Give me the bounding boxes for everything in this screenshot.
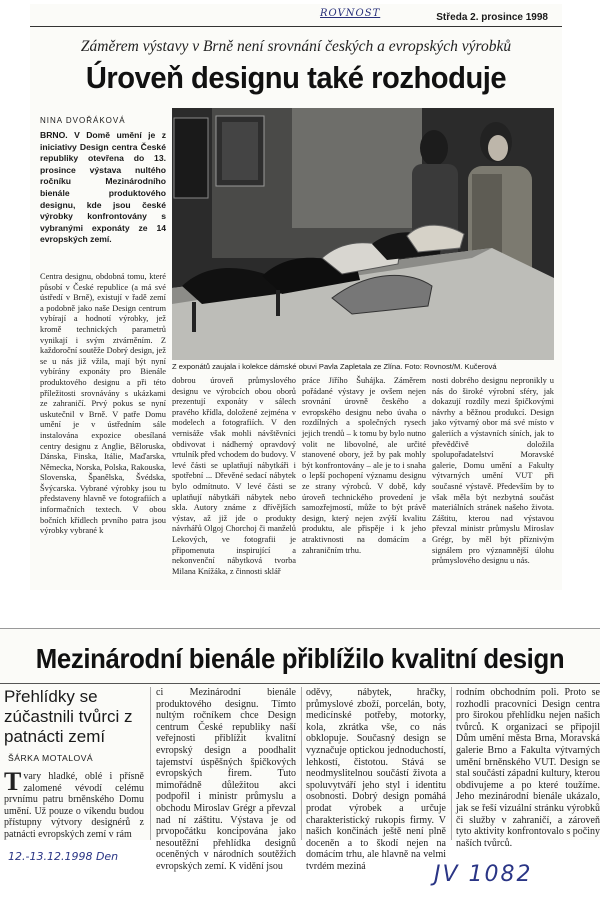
article2-column-2: ci Mezinárodní bienále produktového designu. Tímto nultým ročníkem chce Design centrum České republiky naší veřejnosti přiblížit kvalitní evropský design a poodhalit tajemství úspěšných špičkových evropských firem. Tuto mimořádně důležitou akci podpořil i ministr průmyslu a obchodu Miroslav Grégr a převzal nad ní záštitu. Výstava je od prvopočátku koncipována jako nesoutěžní přehlídka designů oceněných v národních soutěžích evropských zemí. K vidění jsou (156, 687, 296, 872)
lead-paragraph: BRNO. V Domě umění je z iniciativy Design centra České republiky otevřena do 13. prosince výstava nultého ročníku Mezinárodního bienále produktového designu, kde jsou české výrobky konfrontovány s vybranými exponáty ze 14 evropských zemí. (40, 130, 166, 245)
article2-subhead: Přehlídky se zúčastnili tvůrci z patnácti zemí (4, 687, 133, 746)
column-divider (150, 687, 151, 840)
article-column-4: nosti dobrého designu nepronikly u nás do široké výrobní sféry, jak dokazují rozdíly mezi špičkovými návrhy a běžnou produkcí. Design jako výtvarný obor má své místo v galeriích a výstavních síních, jak to převědčivě doložila spolupořadatelství Moravské galerie, Domu umění a Fakulty výtvarných umění VUT při současné výstavě. Především by to však měla být nezbytná součást materiálních stránek našeho života. Záštitu, kterou nad výstavou převzal ministr průmyslu Miroslav Grégr, by měl být příznivým signálem pro významnější úlohu průmyslového designu u nás. (432, 376, 554, 566)
handwritten-date: 12.-13.12.1998 Den (8, 850, 119, 863)
drop-cap: T (4, 767, 22, 796)
top-rule (30, 26, 562, 27)
article2-column-4: rodním obchodním poli. Proto se rozhodli pracovníci Design centra pro širokou přehlídku nejen našich tvůrců. K organizaci se připojil Dům umění města Brna, Moravská galerie Brno a Fakulta výtvarných umění brněnského VUT. Design se stal součástí západní kultury, kterou obdivujeme a po které toužíme. Jeho mezinárodní bienále ukázalo, jak se řeší vizuální stránku výrobků či služby v zahraničí, a zároveň tyto aktivity konfrontovalo s počiny naších tvůrců. (456, 687, 600, 849)
handwritten-archive-number: JV 1082 (434, 862, 533, 887)
author-byline: NINA DVOŘÁKOVÁ (40, 116, 126, 125)
clipping-rovnost (30, 4, 562, 590)
photo-caption: Z exponátů zaujala i kolekce dámské obuvi Pavla Zapletala ze Zlína. Foto: Rovnost/M. Kučerová (172, 362, 497, 371)
article-column-3: práce Jiřího Šuhájka. Záměrem pořádané výstavy je ovšem nejen srovnání úrovně českého a evropského designu nebo úvaha o rozdílných a společných rysech jejich trendů – k tomu by bylo nutno volit ne libovolné, ale určité stanovené obory, jež by pak mohly být konfrontovány – ale je to i snaha o lepší pochopení významu designu ze strany výrobců. V době, kdy úroveň technického provedení je samozřejmostí, může to být právě design, který nejen zvýší kvalitu produktu, ale přispěje i k jeho atraktivnosti na domácím a zahraničním trhu. (302, 376, 426, 555)
article2-column-1-text: vary hladké, oblé i přísně zalomené vévodí celému prvnímu patru brněnského Domu umění. Už pouze o víkendu budou přístupny výtvory designérů z patnácti evropských zemí v rám (4, 771, 144, 840)
exhibition-photo (172, 108, 554, 360)
article-headline: Úroveň designu také rozhoduje (85, 60, 507, 95)
article2-column-3: oděvy, nábytek, hračky, průmyslové zboží, porcelán, boty, medicínské potřeby, motorky, kola, zkrátka vše, co nás obklopuje. Současný design se vyznačuje optickou jednoduchostí, lehkostí, čistotou. Stává se neodmyslitelnou součástí života a spoluvytváří jeho styl i identitu osobnosti. Dobrý design pomáhá prodat výrobek a určuje charakteristický rukopis firmy. V našich končinách ještě není plně doceněn a to škodí nejen na domácím trhu, ale hlavně na velmi tvrdém meziná (306, 687, 446, 872)
handwritten-source: ROVNOST (320, 8, 381, 19)
column-divider (451, 687, 452, 840)
article2-author: ŠÁRKA MOTALOVÁ (8, 753, 94, 763)
column-divider (301, 687, 302, 840)
article2-headline: Mezinárodní bienále přiblížilo kvalitní design (35, 643, 565, 674)
article-subtitle: Záměrem výstavy v Brně není srovnání českých a evropských výrobků (80, 38, 512, 55)
article2-rule (0, 683, 600, 684)
dateline: Středa 2. prosince 1998 (436, 12, 548, 23)
shoes-exhibit-illustration (172, 108, 554, 360)
article-column-1: Centra designu, obdobná tomu, které působí v České republice (a má své ústředí v Brně), existují v řadě zemí a podobně jako naše Design centrum vybírají a hodnotí výrobky, jež kromě technických parametrů vynikají i svým ztvárněním. Z každoroční soutěže Dobrý design, jež se u nás již vžila, mají být nyní vybírány exponáty pro Bienále produktového designu a při této příležitosti srovnávány s ukázkami ze zahraničí. Prvý pokus se nyní uskutečnil v Brně. V patře Domu umění je v ústředním sále instalována expozice obesílaná centry designu z Anglie, Běloruska, Dánska, Finska, Itálie, Maďarska, Německa, Norska, Polska, Rakouska, Slovenska, Španělska, Švédska, Švýcarska. Vybrané výrobky jsou tu představeny hlavně ve fotografiích a informačních textech. V obou bočních křídlech prvního patra jsou výrobky vybrané k (40, 272, 166, 536)
article-column-2: dobrou úroveň průmyslového designu ve výrobcích obou oborů prezentují exponáty v sálech pravého křídla, doložené zejména v modelech a fotografiích. V den vernisáže však mohli návštěvníci obdivovat i nádherný opravdový vrtulník před vchodem do budovy. V levé části se uplatňují nábytkáři i spotřební ... Dřevěné sedací nábytek bylo odmítnuto. V levé části se uplatňují nábytkáři nábytek nebo skla. Autory známe z dřívějších výstav, až již jde o produkty návrhářů Olgoj Chorchoj či manželů Lekových, ve fotografii je připomenuta inspirující a nekonvenční nábytková tvorba Milana Knížáka, z činnosti sklář (172, 376, 296, 576)
article2-column-1 (4, 767, 144, 841)
